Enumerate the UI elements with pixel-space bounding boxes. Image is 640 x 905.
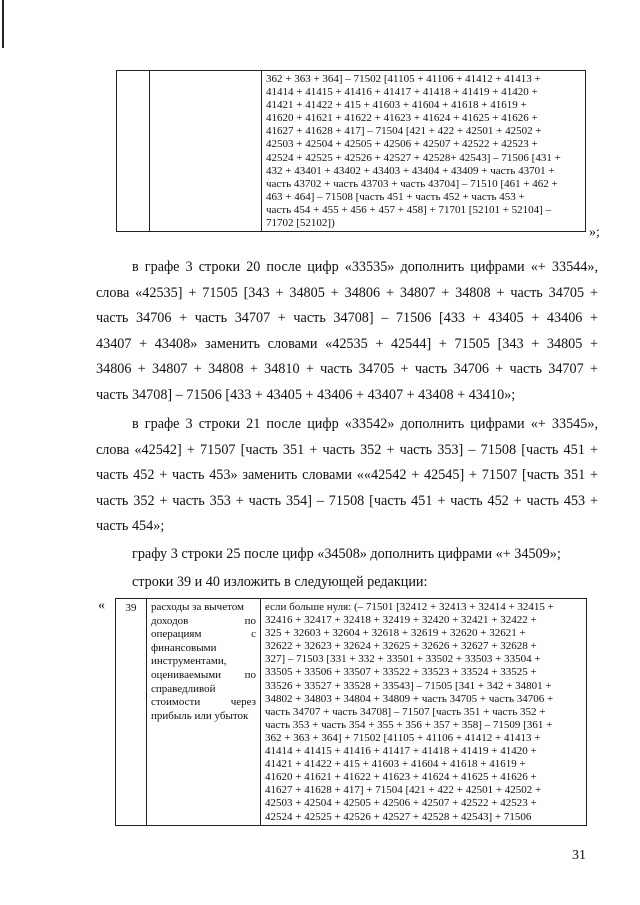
row-name-line: доходов по bbox=[151, 614, 256, 627]
formula-line: 41620 + 41621 + 41622 + 41623 + 41624 + 41625 + 41626 + bbox=[265, 771, 537, 784]
paragraph-line: графу 3 строки 25 после цифр «34508» дополнить цифрами «+ 34509»; bbox=[132, 546, 561, 562]
paragraph-line: часть 452 + часть 453» заменить словами ««42542 + 42545] + 71507 [часть 351 + bbox=[96, 467, 598, 484]
paragraph-line: часть 34708] – 71506 [433 + 43405 + 43406 + 43407 + 43408 + 43410»; bbox=[96, 386, 516, 403]
paragraph-rows-39-40 bbox=[132, 570, 598, 596]
formula-line: 463 + 464] – 71508 [часть 451 + часть 452 + часть 453 + bbox=[266, 190, 525, 203]
formula-line: 41620 + 41621 + 41622 + 41623 + 41624 + 41625 + 41626 + bbox=[266, 112, 538, 125]
margin-mark bbox=[2, 0, 4, 48]
closing-quote: »; bbox=[589, 225, 600, 240]
bottom-table bbox=[115, 598, 587, 826]
row-name-line: операциям с bbox=[151, 628, 256, 641]
formula-line: часть 353 + часть 354 + 355 + 356 + 357 + 358] – 71509 [361 + bbox=[265, 718, 553, 731]
formula-line: 41414 + 41415 + 41416 + 41417 + 41418 + 41419 + 41420 + bbox=[265, 745, 537, 758]
formula-line: 42524 + 42525 + 42526 + 42527 + 42528+ 42543] – 71506 [431 + bbox=[266, 151, 561, 164]
paragraph-row-25 bbox=[132, 542, 598, 568]
table-row bbox=[116, 599, 587, 826]
formula-line: если больше нуля: (– 71501 [32412 + 32413 + 32414 + 32415 + bbox=[265, 601, 554, 613]
formula-line: 33526 + 33527 + 33528 + 33543] – 71505 [341 + 342 + 34801 + bbox=[265, 679, 552, 692]
formula-line: 325 + 32603 + 32604 + 32618 + 32619 + 32620 + 32621 + bbox=[265, 627, 526, 640]
formula-line: 362 + 363 + 364] + 71502 [41105 + 41106 + 41412 + 41413 + bbox=[265, 731, 541, 744]
page-number: 31 bbox=[572, 848, 586, 863]
formula-cell bbox=[262, 71, 586, 232]
paragraph-line: 43407 + 43408» заменить словами «42535 + 42544] + 71505 [343 + 34805 + bbox=[96, 335, 598, 352]
paragraph-line: часть 352 + часть 353 + часть 354] – 71508 [часть 451 + часть 452 + часть 453 + bbox=[96, 492, 598, 509]
paragraph-line: часть 454»; bbox=[96, 518, 165, 535]
formula-line: 42503 + 42504 + 42505 + 42506 + 42507 + 42522 + 42523 + bbox=[265, 797, 537, 810]
row-number-cell bbox=[117, 71, 150, 232]
paragraph-line: слова «42535] + 71505 [343 + 34805 + 34806 + 34807 + 34808 + часть 34705 + bbox=[96, 284, 598, 301]
top-table bbox=[116, 70, 586, 232]
row-name-line: справедливой bbox=[151, 682, 216, 695]
paragraph-line: строки 39 и 40 изложить в следующей редакции: bbox=[132, 574, 428, 590]
formula-line: 327] – 71503 [331 + 332 + 33501 + 33502 + 33503 + 33504 + bbox=[265, 653, 541, 666]
formula-line: 41627 + 41628 + 417] – 71504 [421 + 422 + 42501 + 42502 + bbox=[266, 125, 542, 138]
formula-cell bbox=[261, 599, 587, 826]
formula-line: 362 + 363 + 364] – 71502 [41105 + 41106 + 41412 + 41413 + bbox=[266, 73, 541, 85]
table-row bbox=[117, 71, 586, 232]
paragraph-row-21 bbox=[96, 412, 598, 540]
formula-line: 41414 + 41415 + 41416 + 41417 + 41418 + 41419 + 41420 + bbox=[266, 86, 538, 99]
paragraph-line: в графе 3 строки 21 после цифр «33542» дополнить цифрами «+ 33545», bbox=[132, 416, 598, 432]
formula-line: часть 34707 + часть 34708] – 71507 [часть 351 + часть 352 + bbox=[265, 705, 546, 718]
formula-line: 42503 + 42504 + 42505 + 42506 + 42507 + 42522 + 42523 + bbox=[266, 138, 538, 151]
paragraph-row-20 bbox=[96, 255, 598, 409]
formula-line: часть 43702 + часть 43703 + часть 43704] – 71510 [461 + 462 + bbox=[266, 177, 558, 190]
row-name-line: расходы за вычетом bbox=[151, 601, 245, 613]
formula-line: 42524 + 42525 + 42526 + 42527 + 42528 + 42543] + 71506 bbox=[265, 810, 532, 823]
formula-line: 41627 + 41628 + 417] + 71504 [421 + 422 + 42501 + 42502 + bbox=[265, 784, 542, 797]
formula-line: 32416 + 32417 + 32418 + 32419 + 32420 + 32421 + 32422 + bbox=[265, 614, 537, 627]
formula-line: 33505 + 33506 + 33507 + 33522 + 33523 + 33524 + 33525 + bbox=[265, 666, 537, 679]
row-name-line: стоимости через bbox=[151, 696, 256, 709]
row-name-line: финансовыми bbox=[151, 641, 217, 654]
paragraph-line: 34806 + 34807 + 34808 + 34810 + часть 34705 + часть 34706 + часть 34707 + bbox=[96, 361, 598, 378]
paragraph-line: часть 34706 + часть 34707 + часть 34708] – 71506 [433 + 43405 + 43406 + bbox=[96, 310, 598, 327]
formula-line: 41421 + 41422 + 415 + 41603 + 41604 + 41618 + 41619 + bbox=[266, 99, 527, 112]
formula-line: 32622 + 32623 + 32624 + 32625 + 32626 + 32627 + 32628 + bbox=[265, 640, 537, 653]
row-name-line: оцениваемыми по bbox=[151, 668, 256, 681]
formula-line: часть 454 + 455 + 456 + 457 + 458] + 71701 [52101 + 52104] – bbox=[266, 203, 552, 216]
paragraph-line: в графе 3 строки 20 после цифр «33535» дополнить цифрами «+ 33544», bbox=[132, 259, 598, 275]
row-name-cell bbox=[150, 71, 262, 232]
row-number-cell: 39 bbox=[116, 599, 147, 826]
paragraph-line: слова «42542] + 71507 [часть 351 + часть 352 + часть 353] – 71508 [часть 451 + bbox=[96, 441, 598, 458]
row-name-line: инструментами, bbox=[151, 655, 227, 668]
formula-line: 432 + 43401 + 43402 + 43403 + 43404 + 43409 + часть 43701 + bbox=[266, 164, 555, 177]
formula-line: 34802 + 34803 + 34804 + 34809 + часть 34705 + часть 34706 + bbox=[265, 692, 554, 705]
opening-quote: « bbox=[98, 598, 105, 613]
formula-line: 71702 [52102]) bbox=[266, 217, 335, 230]
formula-line: 41421 + 41422 + 415 + 41603 + 41604 + 41618 + 41619 + bbox=[265, 758, 526, 771]
row-name-line: прибыль или убыток bbox=[151, 709, 249, 722]
row-name-cell bbox=[147, 599, 261, 826]
